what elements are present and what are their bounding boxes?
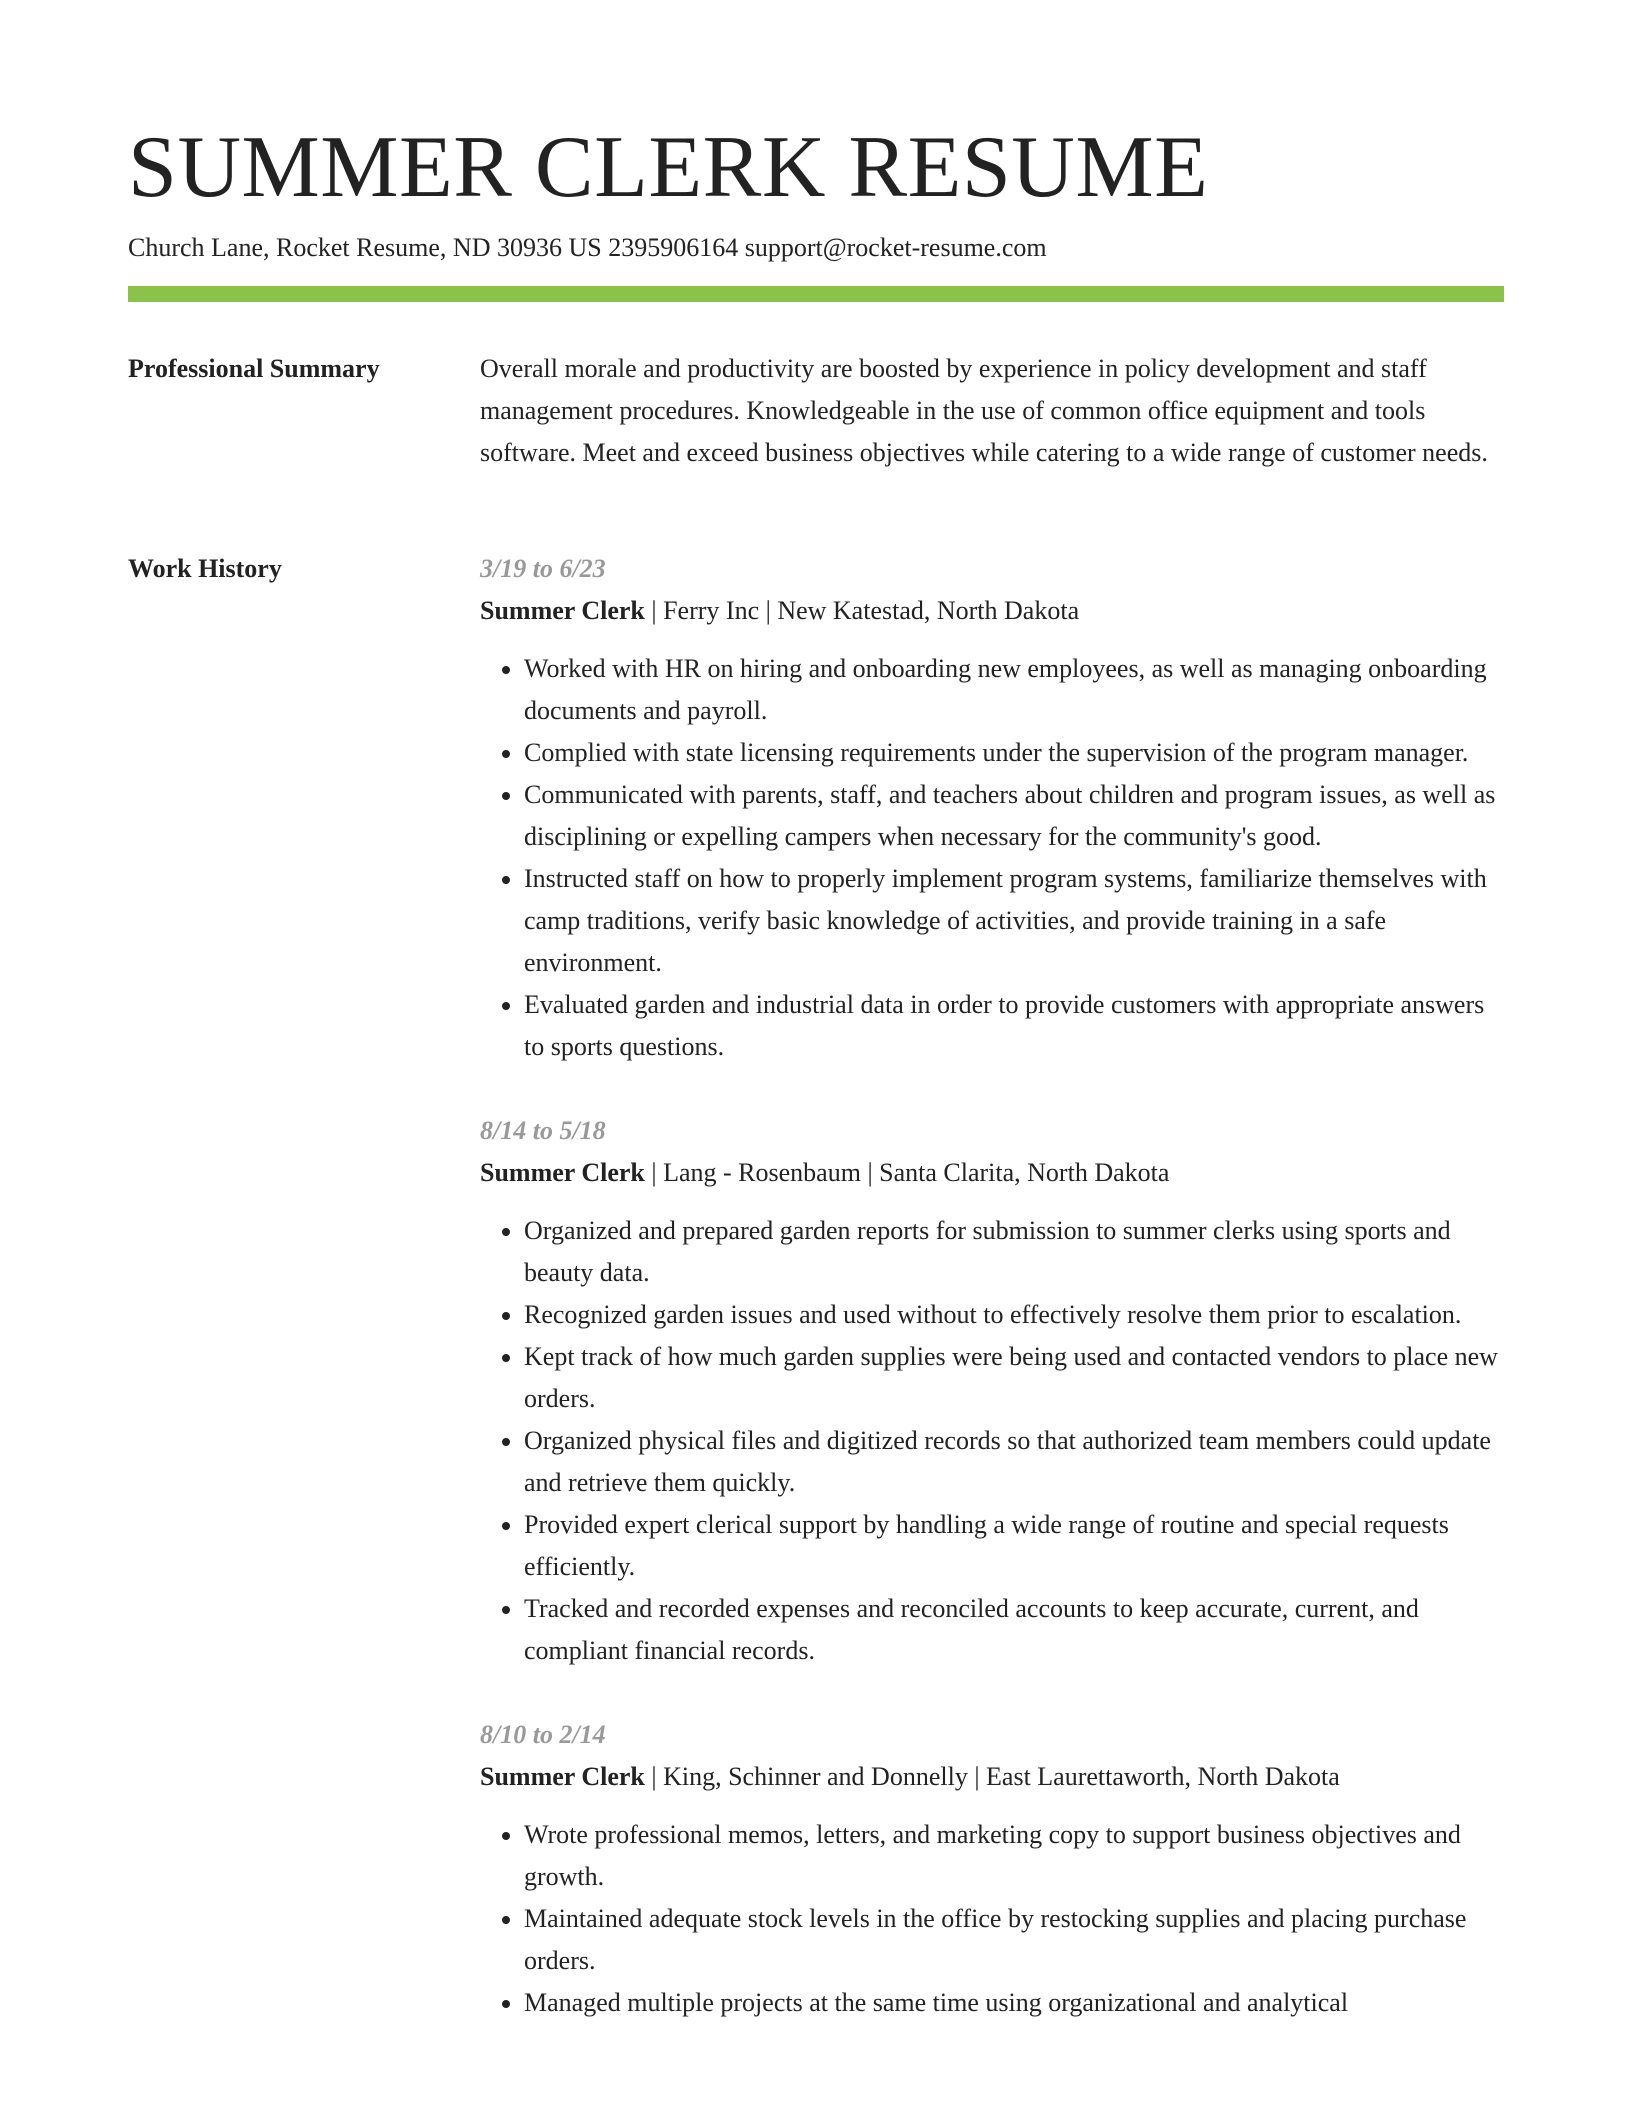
job-dates: 8/14 to 5/18	[480, 1116, 606, 1145]
professional-summary-section	[128, 348, 1504, 528]
job-bullet: • Tracked and recorded expenses and reconciled accounts to keep accurate, current, and compliant financial records.	[524, 1588, 1504, 1672]
job-bullet: • Wrote professional memos, letters, and marketing copy to support business objectives and growth.	[524, 1814, 1504, 1898]
job-entry	[480, 1714, 1504, 2024]
resume-header	[128, 118, 1504, 266]
job-bullet: • Kept track of how much garden supplies were being used and contacted vendors to place new orders.	[524, 1336, 1504, 1420]
job-entry	[480, 548, 1504, 1068]
job-bullet: • Instructed staff on how to properly implement program systems, familiarize themselves with camp traditions, verify basic knowledge of activities, and provide training in a safe environment.	[524, 858, 1504, 984]
job-bullet: • Evaluated garden and industrial data in order to provide customers with appropriate answers to sports questions.	[524, 984, 1504, 1068]
job-bullet-list	[480, 1814, 1504, 2024]
section-label-professional-summary: Professional Summary	[128, 354, 380, 383]
job-title: Summer Clerk	[480, 596, 645, 625]
work-history-section	[128, 548, 1504, 2112]
section-label-work-history: Work History	[128, 554, 282, 583]
contact-line: Church Lane, Rocket Resume, ND 30936 US 2395906164 support@rocket-resume.com	[128, 233, 1047, 262]
resume-title: SUMMER CLERK RESUME	[128, 119, 1209, 216]
job-bullet: • Worked with HR on hiring and onboarding new employees, as well as managing onboarding documents and payroll.	[524, 648, 1504, 732]
job-dates: 3/19 to 6/23	[480, 554, 606, 583]
job-employer-location: | King, Schinner and Donnelly | East Laurettaworth, North Dakota	[644, 1762, 1340, 1791]
job-bullet-list	[480, 648, 1504, 1068]
job-employer-location: | Lang - Rosenbaum | Santa Clarita, North Dakota	[644, 1158, 1170, 1187]
summary-body	[480, 348, 1504, 474]
job-title-line	[480, 1756, 1504, 1798]
work-history-body	[480, 548, 1504, 2066]
job-title: Summer Clerk	[480, 1158, 645, 1187]
job-title-line	[480, 590, 1504, 632]
job-bullet-list	[480, 1210, 1504, 1672]
job-bullet: • Recognized garden issues and used without to effectively resolve them prior to escalation.	[524, 1294, 1504, 1336]
job-bullet: • Organized and prepared garden reports for submission to summer clerks using sports and beauty data.	[524, 1210, 1504, 1294]
job-bullet: • Maintained adequate stock levels in the office by restocking supplies and placing purchase orders.	[524, 1898, 1504, 1982]
job-entry	[480, 1110, 1504, 1672]
job-title: Summer Clerk	[480, 1762, 645, 1791]
job-dates: 8/10 to 2/14	[480, 1720, 606, 1749]
summary-text: Overall morale and productivity are boosted by experience in policy development and staff management procedures. Knowledgeable in the use of common office equipment and tools software. Meet and exceed business objectives while catering to a wide range of customer needs.	[480, 354, 1488, 467]
header-divider	[128, 286, 1504, 302]
job-title-line	[480, 1152, 1504, 1194]
job-bullet: • Provided expert clerical support by handling a wide range of routine and special requests efficiently.	[524, 1504, 1504, 1588]
job-bullet: • Communicated with parents, staff, and teachers about children and program issues, as well as disciplining or expelling campers when necessary for the community's good.	[524, 774, 1504, 858]
job-employer-location: | Ferry Inc | New Katestad, North Dakota	[644, 596, 1080, 625]
job-bullet: • Managed multiple projects at the same time using organizational and analytical	[524, 1982, 1504, 2024]
job-bullet: • Complied with state licensing requirements under the supervision of the program manager.	[524, 732, 1504, 774]
job-bullet: • Organized physical files and digitized records so that authorized team members could update and retrieve them quickly.	[524, 1420, 1504, 1504]
